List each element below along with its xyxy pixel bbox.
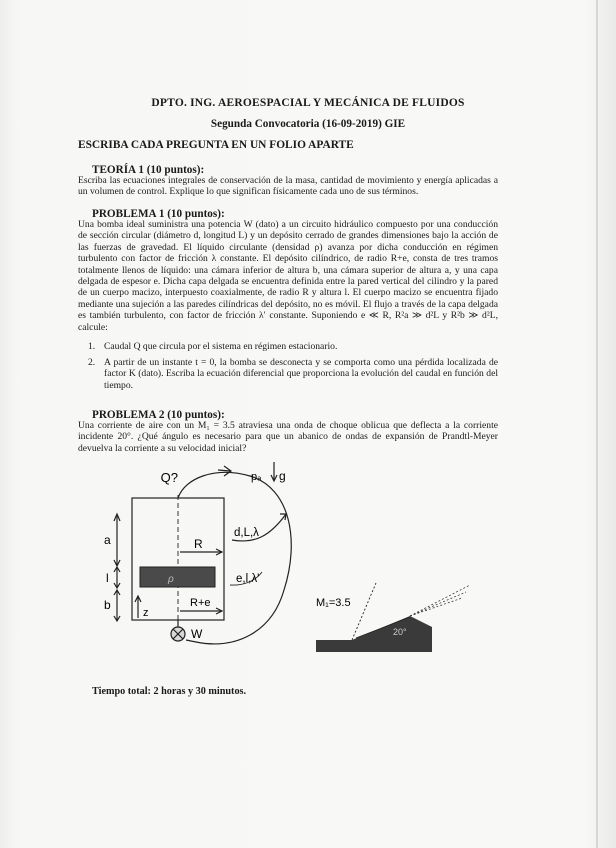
solid-body xyxy=(140,567,215,587)
radius-e-label: R+e xyxy=(190,597,211,609)
deflection-angle-label: 20° xyxy=(393,627,407,637)
flow-arrow-icon xyxy=(218,466,231,476)
exam-session: Segunda Convocatoria (16-09-2019) GIE xyxy=(210,118,406,130)
item-text: Caudal Q que circula por el sistema en régimen estacionario. xyxy=(104,341,338,352)
wedge-body xyxy=(316,616,432,652)
instruction-line: ESCRIBA CADA PREGUNTA EN UN FOLIO APARTE xyxy=(78,139,354,151)
gravity-label: g xyxy=(279,469,286,483)
layer-parameters-label: e,l,λ' xyxy=(236,573,260,585)
total-time: Tiempo total: 2 horas y 30 minutos. xyxy=(92,686,247,697)
teoria-title: TEORÍA 1 (10 puntos): xyxy=(92,164,205,176)
item-text: A partir de un instante t = 0, la bomba se desconecta y se comporta como una pérdida localizada de factor K (dato). Escriba la ecuación diferencial que proporciona la evolución del caudal en función del tiempo. xyxy=(104,357,498,391)
pump-power-label: W xyxy=(191,627,203,641)
expansion-fan-line xyxy=(410,592,466,616)
problema2-text: Una corriente de aire con un M₁ = 3.5 atraviesa una onda de choque oblicua que deflecta a la corriente incidente 20°. ¿Qué ángulo es necesario para que un abanico de ondas de expansión de Prandtl-Meyer devuelva la corriente a su velocidad inicial? xyxy=(78,420,498,454)
problema1-text: Una bomba ideal suministra una potencia W (dato) a un circuito hidráulico compuesto por una conducción de sección circular (diámetro d, longitud L) y un depósito cerrado de grandes dimensiones bajo la acción de las fuerzas de gravedad. El líquido circulante (densidad ρ) avanza por dicha conducción en régimen turbulento con factor de fricción λ constante. El depósito cilíndrico, de radio R+e, consta de tres tramos totalmente llenos de líquido: una cámara inferior de altura b, una cámara superior de altura a, y una capa delgada de espesor e. Dicha capa delgada se encuentra definida entre la pared vertical del cilindro y la pared de un cuerpo macizo, interpuesto coaxialmente, de radio R y altura l. El cuerpo macizo se encuentra fijado mediante una sujeción a las paredes cilíndricas del depósito, no es móvil. El flujo a través de la capa delgada es también turbulento, con factor de fricción λ′ constante. Suponiendo e ≪ R, R²a ≫ d²L y R²b ≫ d²L, calcule: xyxy=(78,219,498,333)
radius-label: R xyxy=(194,537,203,551)
item-number: 2. xyxy=(88,357,96,368)
z-label: z xyxy=(143,607,149,619)
pipe-parameters-label: d,L,λ xyxy=(234,527,259,539)
expansion-fan-line xyxy=(410,585,470,616)
height-a-label: a xyxy=(104,533,111,547)
mach-label: M₁=3.5 xyxy=(316,597,351,609)
ambient-pressure-label: pₐ xyxy=(251,471,262,483)
shock-figure xyxy=(316,583,470,652)
expansion-fan-line xyxy=(410,598,462,616)
problema2-title: PROBLEMA 2 (10 puntos): xyxy=(92,409,225,421)
density-label: ρ xyxy=(168,574,174,585)
flow-rate-label: Q? xyxy=(160,470,178,485)
department-title: DPTO. ING. AEROESPACIAL Y MECÁNICA DE FLUIDOS xyxy=(151,97,465,109)
height-b-label: b xyxy=(104,598,111,612)
height-l-label: l xyxy=(106,571,109,585)
teoria-text: Escriba las ecuaciones integrales de conservación de la masa, cantidad de movimiento y energía aplicadas a un volumen de control. Explique lo que significan físicamente cada uno de sus términos. xyxy=(78,175,498,198)
problema1-title: PROBLEMA 1 (10 puntos): xyxy=(92,208,225,220)
item-number: 1. xyxy=(88,341,96,352)
